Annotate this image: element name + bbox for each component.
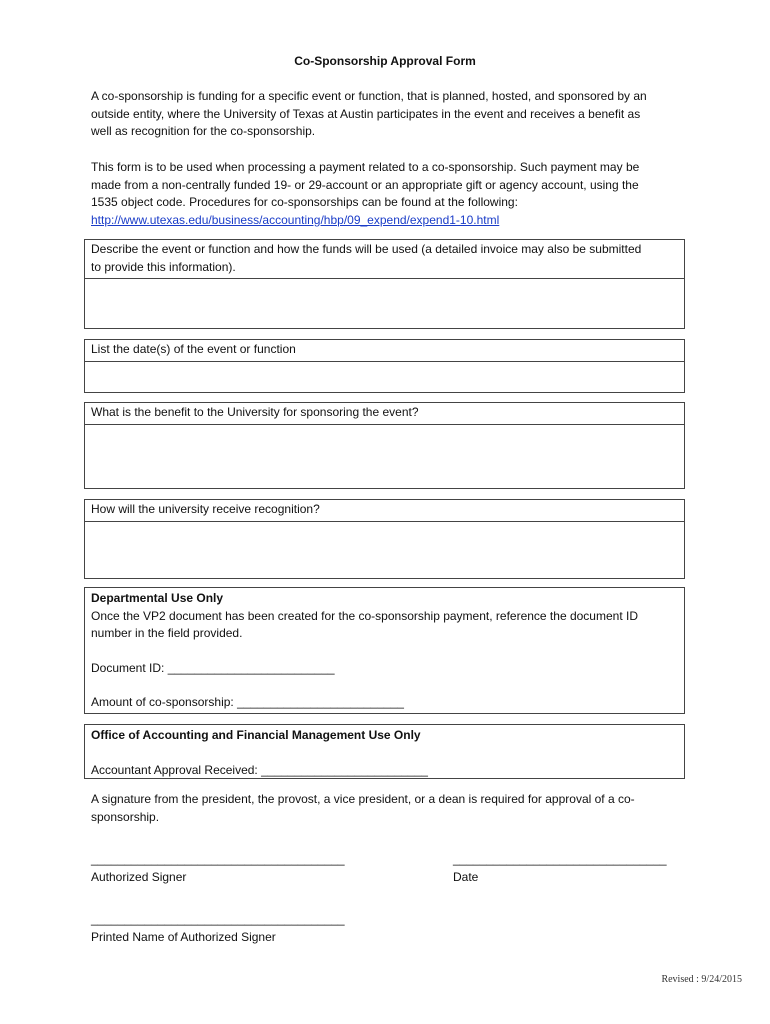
printed-name-block xyxy=(91,910,345,946)
event-description-box xyxy=(84,239,685,329)
date-line[interactable]: ________________________________ xyxy=(453,852,667,866)
university-benefit-box xyxy=(84,402,685,489)
departmental-use-box xyxy=(84,587,685,714)
recognition-field[interactable] xyxy=(85,522,684,578)
event-description-label: Describe the event or function and how the funds will be used (a detailed invoice may also be submitted to provide this information). xyxy=(85,240,684,279)
accounting-use-box xyxy=(84,724,685,779)
event-dates-box xyxy=(84,339,685,393)
intro-line: A co-sponsorship is funding for a specific event or function, that is planned, hosted, and sponsored by an xyxy=(91,89,647,103)
signature-note: A signature from the president, the provost, a vice president, or a dean is required for approval of a co- sponsorship. xyxy=(91,792,635,824)
intro-line: well as recognition for the co-sponsorship. xyxy=(91,124,316,138)
university-benefit-label: What is the benefit to the University for sponsoring the event? xyxy=(85,403,684,425)
printed-name-label: Printed Name of Authorized Signer xyxy=(91,930,276,944)
event-dates-label: List the date(s) of the event or function xyxy=(85,340,684,362)
page-title: Co-Sponsorship Approval Form xyxy=(294,54,476,68)
instructions-line: 1535 object code. Procedures for co-sponsorships can be found at the following: xyxy=(91,195,518,209)
printed-name-line[interactable]: ______________________________________ xyxy=(91,912,345,926)
departmental-heading: Departmental Use Only xyxy=(91,591,224,605)
authorized-signer-label: Authorized Signer xyxy=(91,870,187,884)
revised-date: Revised : 9/24/2015 xyxy=(661,974,742,985)
signature-line[interactable]: ______________________________________ xyxy=(91,852,345,866)
instructions-line: made from a non-centrally funded 19- or 29-account or an appropriate gift or agency account, using the xyxy=(91,177,639,192)
date-label: Date xyxy=(453,870,479,884)
instructions-line: This form is to be used when processing a payment related to a co-sponsorship. Such payment may be xyxy=(91,160,640,174)
document-id-field[interactable]: Document ID: _________________________ xyxy=(91,660,335,675)
date-block xyxy=(453,850,667,886)
recognition-box xyxy=(84,499,685,579)
event-description-field[interactable] xyxy=(85,279,684,328)
accounting-heading: Office of Accounting and Financial Management Use Only xyxy=(91,728,421,742)
departmental-desc: Once the VP2 document has been created for the co-sponsorship payment, reference the document ID xyxy=(91,608,638,623)
university-benefit-field[interactable] xyxy=(85,425,684,488)
intro-paragraph xyxy=(91,88,691,141)
event-dates-field[interactable] xyxy=(85,362,684,392)
accountant-approval-field[interactable]: Accountant Approval Received: _________________________ xyxy=(91,762,428,777)
amount-field[interactable]: Amount of co-sponsorship: _________________________ xyxy=(91,695,404,709)
departmental-desc: number in the field provided. xyxy=(91,626,243,640)
instructions-paragraph xyxy=(91,159,691,229)
procedures-link[interactable]: http://www.utexas.edu/business/accounting/hbp/09_expend/expend1-10.html xyxy=(91,212,500,227)
recognition-label: How will the university receive recognition? xyxy=(85,500,684,522)
intro-line: outside entity, where the University of Texas at Austin participates in the event and receives a benefit as xyxy=(91,106,641,121)
authorized-signer-block xyxy=(91,850,345,886)
